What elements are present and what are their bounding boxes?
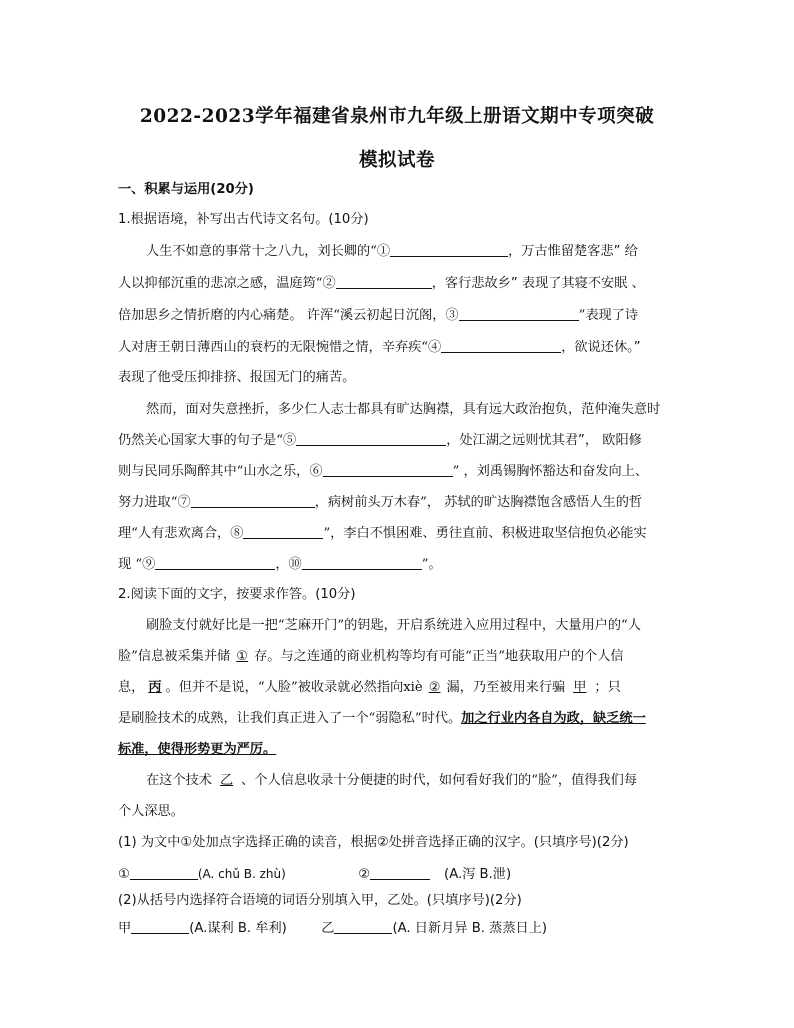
sub-question-1-options bbox=[118, 864, 678, 885]
question-2-heading: 2.阅读下面的文字，按要求作答。(10分) bbox=[118, 587, 356, 602]
q2-line: 刷脸支付就好比是一把“芝麻开门”的钥匙，开启系统进入应用过程中，大量用户的“人 bbox=[146, 618, 641, 633]
answer-blank-7[interactable] bbox=[191, 493, 315, 508]
options: (A. chǔ B. zhù) bbox=[197, 867, 286, 881]
answer-blank-10[interactable] bbox=[302, 555, 422, 570]
text: 。但并不是说，“人脸”被收录就必然指向xiè bbox=[165, 680, 423, 695]
text: ，万古惟留楚客悲” 给 bbox=[508, 244, 638, 259]
text: 仍然关心国家大事的句子是“⑤ bbox=[118, 433, 297, 448]
text: 人以抑郁沉重的悲凉之感，温庭筠“② bbox=[118, 276, 336, 291]
options: (A.谋利 B. 牟利) bbox=[189, 921, 287, 936]
options: (A. 日新月异 B. 蒸蒸日上) bbox=[392, 921, 548, 936]
text: 现 “⑨ bbox=[118, 557, 156, 572]
q1-line bbox=[118, 274, 678, 294]
marker-1[interactable]: ① bbox=[236, 649, 249, 664]
answer-blank-s1b[interactable] bbox=[370, 865, 430, 880]
sub-question-2-heading: (2)从括号内选择符合语境的词语分别填入甲，乙处。(只填序号)(2分) bbox=[118, 893, 522, 908]
text: ② bbox=[358, 867, 371, 882]
answer-blank-1[interactable] bbox=[390, 242, 508, 257]
text: ，病树前头万木春”， 苏轼的旷达胸襟饱含感悟人生的哲 bbox=[314, 495, 643, 510]
text: ；只 bbox=[594, 680, 621, 695]
text: ”，李白不惧困难、勇往直前、积极进取坚信抱负必能实 bbox=[323, 526, 647, 541]
text: ，⑩ bbox=[275, 557, 302, 572]
q2-line bbox=[118, 678, 678, 698]
text: 漏，乃至被用来行骗 bbox=[446, 680, 566, 695]
q1-line bbox=[118, 431, 678, 451]
q1-line bbox=[118, 306, 678, 326]
text: 息， bbox=[118, 680, 145, 695]
answer-blank-4[interactable] bbox=[441, 338, 561, 353]
q1-line bbox=[118, 555, 678, 575]
q2-line bbox=[146, 771, 706, 791]
text: 乙 bbox=[321, 921, 335, 936]
text: 脸”信息被采集并储 bbox=[118, 649, 231, 664]
answer-blank-9[interactable] bbox=[155, 555, 275, 570]
question-1-heading: 1.根据语境，补写出古代诗文名句。(10分) bbox=[118, 212, 369, 227]
q1-line: 表现了他受压抑排挤、报国无门的痛苦。 bbox=[118, 370, 356, 385]
underlined-sentence: 加之行业内各自为政，缺乏统一 bbox=[461, 711, 646, 726]
text: 存。与之连通的商业机构等均有可能“正当”地获取用户的个人信 bbox=[254, 649, 624, 664]
q1-line: 然而，面对失意挫折，多少仁人志士都具有旷达胸襟，具有远大政治抱负，范仲淹失意时 bbox=[146, 402, 661, 417]
answer-blank-8[interactable] bbox=[243, 524, 323, 539]
text: ① bbox=[118, 867, 130, 882]
text: 甲 bbox=[118, 921, 132, 936]
text: 则与民同乐陶醉其中“山水之乐，⑥ bbox=[118, 464, 323, 479]
q2-line bbox=[118, 709, 678, 729]
underlined-sentence: 标准，使得形势更为严厉。 bbox=[118, 742, 277, 757]
q2-line: 个人深思。 bbox=[118, 804, 184, 819]
marker-bing[interactable]: 丙 bbox=[148, 680, 162, 695]
page-title: 2022-2023学年福建省泉州市九年级上册语文期中专项突破 bbox=[139, 106, 655, 127]
text: 人生不如意的事常十之八九，刘长卿的“① bbox=[146, 244, 391, 259]
text: 、个人信息收录十分便捷的时代，如何看好我们的“脸”，值得我们每 bbox=[241, 773, 638, 788]
q1-line bbox=[118, 338, 678, 358]
answer-blank-s2a[interactable] bbox=[131, 919, 189, 934]
text: 倍加思乡之情折磨的内心痛楚。 许浑“溪云初起日沉阁，③ bbox=[118, 308, 459, 323]
text: ”表现了诗 bbox=[578, 308, 639, 323]
text: 在这个技术 bbox=[146, 773, 212, 788]
sub-question-1-heading: (1) 为文中①处加点字选择正确的读音，根据②处拼音选择正确的汉字。(只填序号)(2分) bbox=[118, 835, 629, 850]
q1-line bbox=[146, 242, 706, 262]
text: ，欲说还休。” bbox=[561, 340, 641, 355]
marker-jia[interactable]: 甲 bbox=[573, 680, 587, 695]
answer-blank-6[interactable] bbox=[323, 462, 453, 477]
page-subtitle: 模拟试卷 bbox=[358, 150, 435, 171]
section-heading: 一、积累与运用(20分) bbox=[118, 182, 254, 197]
q1-line bbox=[118, 524, 678, 544]
text: 理“人有悲欢离合，⑧ bbox=[118, 526, 244, 541]
sub-question-2-options bbox=[118, 919, 678, 939]
text: 人对唐王朝日薄西山的衰朽的无限惋惜之情，辛弃疾“④ bbox=[118, 340, 442, 355]
text: 努力进取“⑦ bbox=[118, 495, 191, 510]
answer-blank-3[interactable] bbox=[459, 306, 579, 321]
marker-2[interactable]: ② bbox=[428, 680, 441, 695]
text: ” ，刘禹锡胸怀豁达和奋发向上、 bbox=[452, 464, 649, 479]
q1-line bbox=[118, 493, 678, 513]
text: 是刷脸技术的成熟，让我们真正进入了一个“弱隐私”时代。 bbox=[118, 711, 462, 726]
answer-blank-2[interactable] bbox=[336, 274, 432, 289]
marker-yi[interactable]: 乙 bbox=[219, 773, 234, 788]
answer-blank-5[interactable] bbox=[296, 431, 446, 446]
text: ，客行悲故乡” 表现了其寝不安眠 、 bbox=[431, 276, 645, 291]
text: ”。 bbox=[421, 557, 442, 572]
answer-blank-s1a[interactable] bbox=[130, 865, 198, 880]
q2-line bbox=[118, 647, 678, 667]
answer-blank-s2b[interactable] bbox=[334, 919, 392, 934]
options: (A.泻 B.泄) bbox=[444, 867, 512, 882]
q1-line bbox=[118, 462, 678, 482]
text: ，处江湖之远则忧其君”， 欧阳修 bbox=[446, 433, 642, 448]
